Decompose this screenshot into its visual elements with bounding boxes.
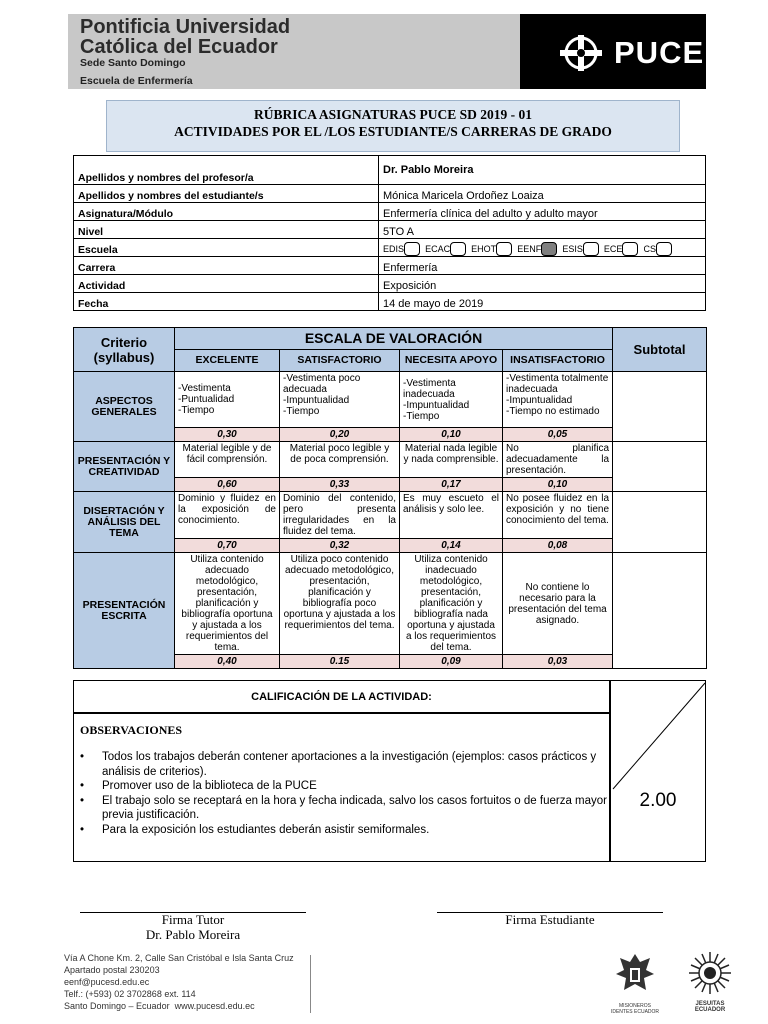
puce-emblem-icon xyxy=(556,33,606,73)
escala-header: ESCALA DE VALORACIÓN xyxy=(175,328,613,350)
sede-name: Sede Santo Domingo xyxy=(80,57,186,69)
puce-logo-text: PUCE xyxy=(614,35,705,70)
escuela-option-label: ESIS xyxy=(562,243,583,254)
info-label: Apellidos y nombres del estudiante/s xyxy=(74,185,379,203)
descriptor-cell: Utiliza contenido inadecuado metodológico, presentación, planificación y bibliografía nada oportuna y ajustada a los requerimientos del tema. xyxy=(400,553,503,655)
student-signature-label: Firma Estudiante xyxy=(505,912,595,927)
score-cell[interactable]: 0,10 xyxy=(400,428,503,442)
observacion-item: • Para la exposición los estudiantes deberán asistir semiformales. xyxy=(80,823,608,838)
info-row-fecha xyxy=(74,293,706,311)
subtotal-cell[interactable] xyxy=(613,553,707,669)
school-name: Escuela de Enfermería xyxy=(80,75,193,87)
document-title xyxy=(106,100,680,152)
criterio-header: Criterio (syllabus) xyxy=(74,328,175,372)
footer-city-web xyxy=(64,1000,294,1012)
descriptor-cell: Material legible y de fácil comprensión. xyxy=(175,442,280,478)
rubric-row-disertacion xyxy=(74,492,707,539)
escuela-checkbox-ehot[interactable] xyxy=(496,242,512,256)
info-row-estudiante xyxy=(74,185,706,203)
descriptor-cell: No posee fluidez en la exposición y no tiene conocimiento del tema. xyxy=(503,492,613,539)
score-cell[interactable]: 0.15 xyxy=(280,655,400,669)
escuela-checkbox-ecac[interactable] xyxy=(450,242,466,256)
info-table xyxy=(73,155,706,311)
calificacion-label: CALIFICACIÓN DE LA ACTIVIDAD: xyxy=(73,680,610,713)
observaciones-list xyxy=(80,750,608,837)
descriptor-cell: Material nada legible y nada comprensible. xyxy=(400,442,503,478)
rubric-row-presentacion xyxy=(74,442,707,478)
jesuitas-seal xyxy=(680,950,740,1013)
info-row-nivel xyxy=(74,221,706,239)
info-label: Asignatura/Módulo xyxy=(74,203,379,221)
rubric-row-escrita xyxy=(74,553,707,655)
rubric-row-aspectos xyxy=(74,372,707,428)
criterion-presentacion-creatividad: PRESENTACIÓN Y CREATIVIDAD xyxy=(74,442,175,492)
observaciones-title: OBSERVACIONES xyxy=(80,723,183,737)
score-cell[interactable]: 0,20 xyxy=(280,428,400,442)
descriptor-cell: Es muy escueto el análisis y solo lee. xyxy=(400,492,503,539)
footer-city: Santo Domingo – Ecuador xyxy=(64,1001,170,1011)
escuela-option-label: ECAC xyxy=(425,243,451,254)
escuela-options xyxy=(379,239,706,257)
info-value-actividad[interactable]: Exposición xyxy=(379,275,706,293)
info-value-fecha[interactable]: 14 de mayo de 2019 xyxy=(379,293,706,311)
info-label: Actividad xyxy=(74,275,379,293)
rubric-header-row xyxy=(74,328,707,350)
info-value-asignatura[interactable]: Enfermería clínica del adulto y adulto mayor xyxy=(379,203,706,221)
info-label: Fecha xyxy=(74,293,379,311)
misioneros-seal xyxy=(610,950,660,1015)
score-cell[interactable]: 0,60 xyxy=(175,478,280,492)
score-cell[interactable]: 0,08 xyxy=(503,539,613,553)
subtotal-cell[interactable] xyxy=(613,492,707,553)
info-row-actividad xyxy=(74,275,706,293)
jesuitas-caption: JESUITAS ECUADOR xyxy=(694,1001,726,1013)
level-insatisfactorio: INSATISFACTORIO xyxy=(503,350,613,372)
escuela-checkbox-ece[interactable] xyxy=(622,242,638,256)
score-cell[interactable]: 0,32 xyxy=(280,539,400,553)
score-cell[interactable]: 0,09 xyxy=(400,655,503,669)
criterion-disertacion-analisis: DISERTACIÓN Y ANÁLISIS DEL TEMA xyxy=(74,492,175,553)
escuela-option-label: EENF xyxy=(517,243,542,254)
descriptor-cell: No contiene lo necesario para la presentación del tema asignado. xyxy=(503,553,613,655)
observacion-item: • Todos los trabajos deberán contener aportaciones a la investigación (ejemplos: casos prácticos y análisis de criterios). xyxy=(80,750,608,779)
observacion-item: • El trabajo solo se receptará en la hora y fecha indicada, salvo los casos fortuitos o de fuerza mayor previa justificación. xyxy=(80,794,608,823)
score-cell[interactable]: 0,17 xyxy=(400,478,503,492)
descriptor-cell: Dominio y fluidez en la exposición de conocimiento. xyxy=(175,492,280,539)
info-row-carrera xyxy=(74,257,706,275)
descriptor-cell: -Vestimenta poco adecuada -Impuntualidad -Tiempo xyxy=(280,372,400,428)
level-excelente: EXCELENTE xyxy=(175,350,280,372)
criterion-presentacion-escrita: PRESENTACIÓN ESCRITA xyxy=(74,553,175,669)
footer-postal: Apartado postal 230203 xyxy=(64,965,160,975)
descriptor-cell: Utiliza poco contenido adecuado metodológico, presentación, planificación y bibliografía poco oportuna y ajustada a los requerimientos del tema. xyxy=(280,553,400,655)
observacion-item: • Promover uso de la biblioteca de la PUCE xyxy=(80,779,608,794)
descriptor-cell: -Vestimenta inadecuada -Impuntualidad -Tiempo xyxy=(400,372,503,428)
escuela-checkbox-cs[interactable] xyxy=(656,242,672,256)
score-cell[interactable]: 0,14 xyxy=(400,539,503,553)
info-label: Nivel xyxy=(74,221,379,239)
info-label: Apellidos y nombres del profesor/a xyxy=(74,156,379,185)
tutor-signature-label: Firma Tutor xyxy=(161,912,225,927)
escuela-option-label: ECE xyxy=(603,243,623,254)
title-line1: RÚBRICA ASIGNATURAS PUCE SD 2019 - 01 xyxy=(253,107,533,122)
score-cell[interactable]: 0,70 xyxy=(175,539,280,553)
score-cell[interactable]: 0,30 xyxy=(175,428,280,442)
criterion-aspectos-generales: ASPECTOS GENERALES xyxy=(74,372,175,442)
info-value-carrera[interactable]: Enfermería xyxy=(379,257,706,275)
misioneros-caption: MISIONEROS IDENTES ECUADOR xyxy=(610,1003,660,1015)
info-value-profesor[interactable]: Dr. Pablo Moreira xyxy=(379,156,706,185)
subtotal-cell[interactable] xyxy=(613,372,707,442)
score-cell[interactable]: 0,03 xyxy=(503,655,613,669)
level-satisfactorio: SATISFACTORIO xyxy=(280,350,400,372)
escuela-checkbox-esis[interactable] xyxy=(583,242,599,256)
score-cell[interactable]: 0,05 xyxy=(503,428,613,442)
info-label: Carrera xyxy=(74,257,379,275)
university-name-line1: Pontificia Universidad xyxy=(80,16,291,38)
info-value-estudiante[interactable]: Mónica Maricela Ordoñez Loaiza xyxy=(379,185,706,203)
score-cell[interactable]: 0,33 xyxy=(280,478,400,492)
escuela-option-label: CS xyxy=(643,243,656,254)
escuela-option-label: EHOT xyxy=(471,243,497,254)
footer-email[interactable]: eenf@pucesd.edu.ec xyxy=(64,977,150,987)
total-diagonal-line xyxy=(611,681,707,863)
info-row-asignatura xyxy=(74,203,706,221)
title-line2: ACTIVIDADES POR EL /LOS ESTUDIANTE/S CARRERAS DE GRADO xyxy=(174,124,612,139)
tutor-name: Dr. Pablo Moreira xyxy=(145,927,241,942)
score-cell[interactable]: 0,10 xyxy=(503,478,613,492)
info-label: Escuela xyxy=(74,239,379,257)
level-necesita-apoyo: NECESITA APOYO xyxy=(400,350,503,372)
descriptor-cell: Dominio del contenido, pero presenta irregularidades en la fluidez del tema. xyxy=(280,492,400,539)
footer-web-link[interactable]: www.pucesd.edu.ec xyxy=(174,1001,255,1011)
subtotal-cell[interactable] xyxy=(613,442,707,492)
info-row-profesor xyxy=(74,156,706,185)
university-name-line2: Católica del Ecuador xyxy=(80,36,278,58)
rubric-table xyxy=(73,327,707,669)
eagle-crest-icon xyxy=(610,950,660,998)
escuela-option-label: EDIS xyxy=(383,243,405,254)
footer-phone: Telf.: (+593) 02 3702868 ext. 114 xyxy=(64,989,196,999)
descriptor-cell: Material poco legible y de poca comprensión. xyxy=(280,442,400,478)
escuela-checkbox-edis[interactable] xyxy=(404,242,420,256)
footer-address: Vía A Chone Km. 2, Calle San Cristóbal e Isla Santa Cruz xyxy=(64,953,294,963)
sun-ihs-icon xyxy=(680,950,740,996)
descriptor-cell: -Vestimenta -Puntualidad -Tiempo xyxy=(175,372,280,428)
info-row-escuela xyxy=(74,239,706,257)
total-box xyxy=(610,680,706,862)
info-value-nivel[interactable]: 5TO A xyxy=(379,221,706,239)
footer-contact xyxy=(64,952,294,1012)
descriptor-cell: -Vestimenta totalmente inadecuada -Impuntualidad -Tiempo no estimado xyxy=(503,372,613,428)
score-cell[interactable]: 0,40 xyxy=(175,655,280,669)
escuela-checkbox-eenf[interactable] xyxy=(541,242,557,256)
descriptor-cell: Utiliza contenido adecuado metodológico, presentación, planificación y bibliografía oportuna y ajustada a los requerimientos del tema. xyxy=(175,553,280,655)
subtotal-header: Subtotal xyxy=(613,328,707,372)
puce-logo xyxy=(556,30,706,76)
footer-divider xyxy=(310,955,311,1013)
descriptor-cell: No planifica adecuadamente la presentación. xyxy=(503,442,613,478)
total-score[interactable]: 2.00 xyxy=(639,790,677,811)
